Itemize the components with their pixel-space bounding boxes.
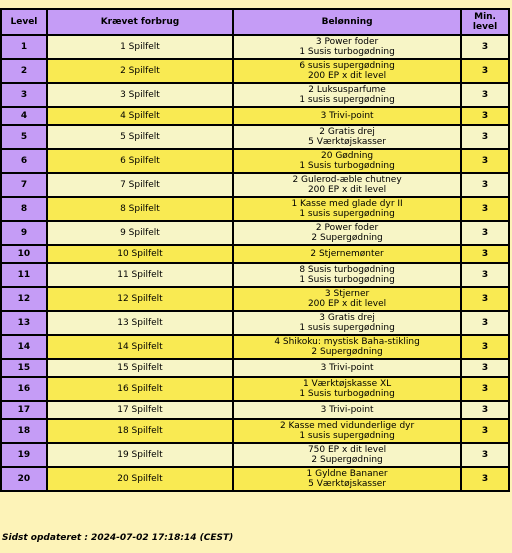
reward-line: 200 EP x dit level <box>307 71 387 81</box>
table-row <box>2 126 508 148</box>
reward-line: 1 Susis turbogødning <box>299 275 395 285</box>
reward-line: 1 Gyldne Bananer <box>306 469 388 479</box>
reward-line: 3 Trivi-point <box>320 405 374 415</box>
header-reward: Belønning <box>234 10 460 34</box>
table-row <box>2 288 508 310</box>
level-cell: 5 <box>2 126 46 148</box>
requirement-cell: 20 Spilfelt <box>48 468 232 490</box>
reward-line: 3 Gratis drej <box>319 313 375 323</box>
reward-cell <box>234 246 460 262</box>
reward-line: 3 Trivi-point <box>320 363 374 373</box>
table-row <box>2 312 508 334</box>
requirement-cell: 19 Spilfelt <box>48 444 232 466</box>
reward-cell <box>234 468 460 490</box>
requirement-cell: 7 Spilfelt <box>48 174 232 196</box>
reward-line: 8 Susis turbogødning <box>299 265 395 275</box>
reward-line: 2 Stjernemønter <box>310 249 384 259</box>
reward-cell <box>234 108 460 124</box>
requirement-cell: 9 Spilfelt <box>48 222 232 244</box>
reward-cell <box>234 312 460 334</box>
reward-line: 1 Susis turbogødning <box>299 47 395 57</box>
reward-cell <box>234 378 460 400</box>
reward-line: 3 Power foder <box>315 37 379 47</box>
level-cell: 3 <box>2 84 46 106</box>
table-body <box>2 36 508 490</box>
min-level-cell: 3 <box>462 60 508 82</box>
min-level-cell: 3 <box>462 420 508 442</box>
reward-line: 200 EP x dit level <box>307 299 387 309</box>
table-row <box>2 402 508 418</box>
table-row <box>2 84 508 106</box>
min-level-cell: 3 <box>462 360 508 376</box>
reward-line: 1 Susis turbogødning <box>299 161 395 171</box>
min-level-cell: 3 <box>462 222 508 244</box>
level-cell: 18 <box>2 420 46 442</box>
reward-line: 1 Kasse med glade dyr II <box>291 199 403 209</box>
reward-line: 1 susis supergødning <box>299 95 395 105</box>
min-level-cell: 3 <box>462 312 508 334</box>
table-row <box>2 360 508 376</box>
reward-cell <box>234 360 460 376</box>
reward-cell <box>234 150 460 172</box>
reward-line: 3 Trivi-point <box>320 111 374 121</box>
requirement-cell: 5 Spilfelt <box>48 126 232 148</box>
reward-cell <box>234 84 460 106</box>
table-row <box>2 420 508 442</box>
reward-line: 2 Gulerod-æble chutney <box>292 175 402 185</box>
requirement-cell: 18 Spilfelt <box>48 420 232 442</box>
reward-cell <box>234 444 460 466</box>
reward-cell <box>234 288 460 310</box>
reward-line: 1 susis supergødning <box>299 323 395 333</box>
header-requirement: Krævet forbrug <box>48 10 232 34</box>
requirement-cell: 17 Spilfelt <box>48 402 232 418</box>
reward-cell <box>234 222 460 244</box>
reward-line: 1 susis supergødning <box>299 431 395 441</box>
table-row <box>2 198 508 220</box>
table-row <box>2 108 508 124</box>
requirement-cell: 15 Spilfelt <box>48 360 232 376</box>
table-row <box>2 468 508 490</box>
reward-cell <box>234 420 460 442</box>
requirement-cell: 12 Spilfelt <box>48 288 232 310</box>
level-cell: 17 <box>2 402 46 418</box>
requirement-cell: 16 Spilfelt <box>48 378 232 400</box>
header-level: Level <box>2 10 46 34</box>
reward-line: 2 Kasse med vidunderlige dyr <box>279 421 415 431</box>
level-cell: 14 <box>2 336 46 358</box>
level-cell: 10 <box>2 246 46 262</box>
level-cell: 4 <box>2 108 46 124</box>
min-level-cell: 3 <box>462 84 508 106</box>
requirement-cell: 13 Spilfelt <box>48 312 232 334</box>
table-row <box>2 246 508 262</box>
level-cell: 7 <box>2 174 46 196</box>
reward-cell <box>234 36 460 58</box>
reward-line: 2 Luksusparfume <box>308 85 386 95</box>
table-row <box>2 222 508 244</box>
level-cell: 1 <box>2 36 46 58</box>
requirement-cell: 14 Spilfelt <box>48 336 232 358</box>
requirement-cell: 8 Spilfelt <box>48 198 232 220</box>
min-level-cell: 3 <box>462 468 508 490</box>
reward-line: 200 EP x dit level <box>307 185 387 195</box>
reward-cell <box>234 126 460 148</box>
min-level-cell: 3 <box>462 126 508 148</box>
reward-line: 3 Stjerner <box>324 289 370 299</box>
min-level-cell: 3 <box>462 378 508 400</box>
level-cell: 8 <box>2 198 46 220</box>
level-cell: 9 <box>2 222 46 244</box>
reward-line: 20 Gødning <box>321 151 374 161</box>
table-row <box>2 174 508 196</box>
level-cell: 19 <box>2 444 46 466</box>
reward-cell <box>234 60 460 82</box>
reward-cell <box>234 174 460 196</box>
min-level-cell: 3 <box>462 198 508 220</box>
reward-line: 6 susis supergødning <box>299 61 395 71</box>
table-row <box>2 444 508 466</box>
level-cell: 13 <box>2 312 46 334</box>
reward-line: 1 Susis turbogødning <box>299 389 395 399</box>
table-row <box>2 60 508 82</box>
min-level-cell: 3 <box>462 246 508 262</box>
table-row <box>2 378 508 400</box>
reward-line: 2 Supergødning <box>311 347 383 357</box>
header-min-level-line2: level <box>472 22 498 32</box>
level-cell: 15 <box>2 360 46 376</box>
requirement-cell: 4 Spilfelt <box>48 108 232 124</box>
level-cell: 12 <box>2 288 46 310</box>
table-row <box>2 336 508 358</box>
requirement-cell: 11 Spilfelt <box>48 264 232 286</box>
requirement-cell: 3 Spilfelt <box>48 84 232 106</box>
reward-line: 1 susis supergødning <box>299 209 395 219</box>
min-level-cell: 3 <box>462 264 508 286</box>
level-cell: 2 <box>2 60 46 82</box>
min-level-cell: 3 <box>462 108 508 124</box>
min-level-cell: 3 <box>462 402 508 418</box>
table-row <box>2 150 508 172</box>
min-level-cell: 3 <box>462 444 508 466</box>
min-level-cell: 3 <box>462 336 508 358</box>
reward-line: 2 Power foder <box>315 223 379 233</box>
header-min-level <box>462 10 508 34</box>
min-level-cell: 3 <box>462 174 508 196</box>
reward-line: 1 Værktøjskasse XL <box>302 379 392 389</box>
rewards-table <box>0 8 510 492</box>
reward-line: 5 Værktøjskasser <box>308 479 387 489</box>
level-cell: 20 <box>2 468 46 490</box>
level-cell: 6 <box>2 150 46 172</box>
requirement-cell: 10 Spilfelt <box>48 246 232 262</box>
table-header-row <box>2 10 508 34</box>
min-level-cell: 3 <box>462 36 508 58</box>
level-cell: 16 <box>2 378 46 400</box>
reward-cell <box>234 198 460 220</box>
reward-line: 750 EP x dit level <box>307 445 387 455</box>
requirement-cell: 1 Spilfelt <box>48 36 232 58</box>
reward-line: 2 Supergødning <box>311 455 383 465</box>
reward-cell <box>234 264 460 286</box>
table-row <box>2 36 508 58</box>
header-min-level-line1: Min. <box>474 12 496 22</box>
last-updated-text: Sidst opdateret : 2024-07-02 17:18:14 (CEST) <box>2 533 234 543</box>
reward-line: 2 Gratis drej <box>319 127 375 137</box>
reward-cell <box>234 336 460 358</box>
reward-line: 2 Supergødning <box>311 233 383 243</box>
min-level-cell: 3 <box>462 150 508 172</box>
requirement-cell: 2 Spilfelt <box>48 60 232 82</box>
min-level-cell: 3 <box>462 288 508 310</box>
reward-line: 4 Shikoku: mystisk Baha-stikling <box>274 337 420 347</box>
reward-cell <box>234 402 460 418</box>
table-row <box>2 264 508 286</box>
reward-line: 5 Værktøjskasser <box>308 137 387 147</box>
level-cell: 11 <box>2 264 46 286</box>
requirement-cell: 6 Spilfelt <box>48 150 232 172</box>
